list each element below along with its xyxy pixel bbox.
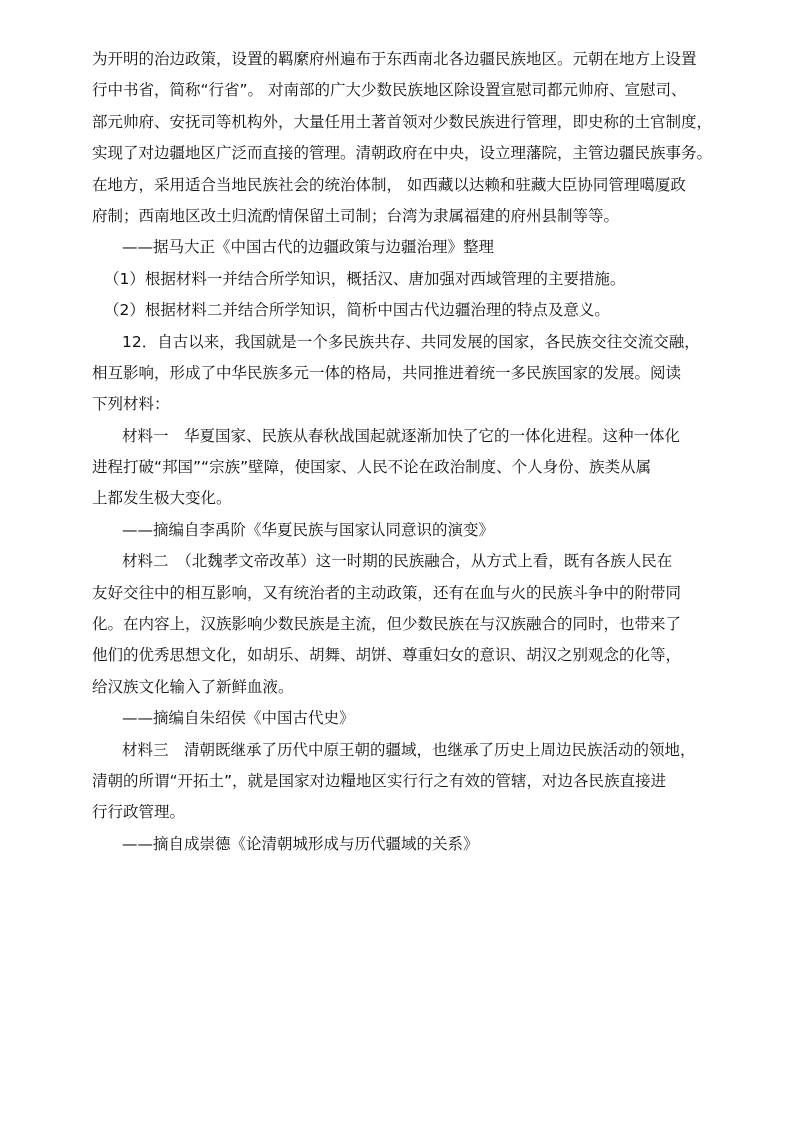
document-body — [92, 44, 712, 860]
text-line: 化。在内容上，汉族影响少数民族是主流，但少数民族在与汉族融合的同时，也带来了 — [92, 615, 682, 634]
text-line: ——摘编自朱绍侯《中国古代史》 — [122, 709, 355, 728]
text-line: ——据马大正《中国古代的边疆政策与边疆治理》整理 — [122, 238, 495, 257]
text-line: 12．自古以来，我国就是一个多民族共存、共同发展的国家，各民族交往交流交融， — [122, 332, 700, 351]
text-line: 材料三 清朝既继承了历代中原王朝的疆域，也继承了历史上周边民族活动的领地， — [122, 740, 696, 759]
text-line: 行行政管理。 — [92, 803, 186, 822]
text-line: 材料二 （北魏孝文帝改革）这一时期的民族融合，从方式上看，既有各族人民在 — [122, 552, 673, 571]
text-line: （2）根据材料二并结合所学知识，简析中国古代边疆治理的特点及意义。 — [104, 301, 610, 320]
text-line: 他们的优秀思想文化，如胡乐、胡舞、胡饼、尊重妇女的意识、胡汉之别观念的化等， — [92, 646, 682, 665]
text-line: 部元帅府、安抚司等机构外，大量任用土著首领对少数民族进行管理，即史称的土官制度， — [92, 112, 713, 131]
text-line: ——摘自成崇德《论清朝城形成与历代疆域的关系》 — [122, 834, 479, 853]
text-line: 行中书省，简称“行省”。 对南部的广大少数民族地区除设置宣慰司都元帅府、宣慰司、 — [92, 81, 687, 100]
text-line: 上都发生极大变化。 — [92, 489, 232, 508]
text-line: ——摘编自李禹阶《华夏民族与国家认同意识的演变》 — [122, 520, 495, 539]
text-line: 府制；西南地区改土归流酌情保留土司制；台湾为隶属福建的府州县制等等。 — [92, 206, 620, 225]
text-line: 在地方，采用适合当地民族社会的统治体制， 如西藏以达赖和驻藏大臣协同管理噶厦政 — [92, 175, 686, 194]
text-line: 实现了对边疆地区广泛而直接的管理。清朝政府在中央，设立理藩院，主管边疆民族事务。 — [92, 144, 713, 163]
text-line: 友好交往中的相互影响，又有统治者的主动政策，还有在血与火的民族斗争中的附带同 — [92, 583, 682, 602]
text-line: 清朝的所谓“开拓土”，就是国家对边糧地区实行行之有效的管辖，对边各民族直接进 — [92, 771, 667, 790]
text-line: 相互影响，形成了中华民族多元一体的格局，共同推进着统一多民族国家的发展。阅读 — [92, 363, 682, 382]
text-line: 下列材料： — [92, 395, 170, 414]
text-line: （1）根据材料一并结合所学知识，概括汉、唐加强对西域管理的主要措施。 — [104, 269, 626, 288]
text-line: 为开明的治边政策，设置的羁縻府州遍布于东西南北各边疆民族地区。元朝在地方上设置 — [92, 50, 697, 68]
text-line: 进程打破“邦国”“宗族”壁障，使国家、人民不论在政治制度、个人身份、族类从属 — [92, 458, 652, 477]
text-line: 材料一 华夏国家、民族从春秋战国起就逐渐加快了它的一体化进程。这种一体化 — [122, 426, 681, 445]
text-line: 给汉族文化输入了新鲜血液。 — [92, 677, 294, 696]
